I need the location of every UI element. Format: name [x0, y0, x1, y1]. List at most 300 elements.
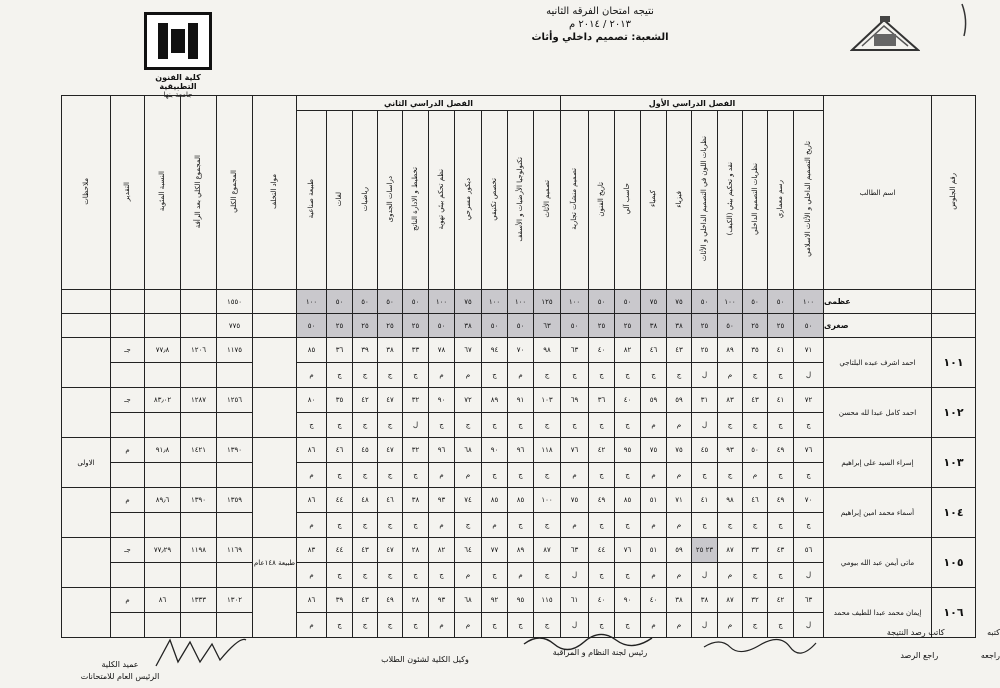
total-header-text: المجموع الكلي [230, 170, 238, 213]
mark-cell-text: ٦٤ [464, 546, 472, 554]
mark-cell-text: ٤٨ [361, 496, 369, 504]
mark-cell-text: ٤٥ [700, 446, 709, 454]
grade-letter-cell-text: م [727, 371, 733, 379]
grade-letter-cell [482, 463, 508, 488]
mark-cell [667, 338, 692, 363]
mark-cell-text: ٣٨ [386, 346, 394, 354]
mark-cell [641, 488, 667, 513]
student-name-text: احمد كامل عبدا لله محسن [838, 408, 917, 417]
max-row-mark [403, 290, 429, 314]
grade-letter-cell-text: م [727, 571, 733, 579]
grade-letter-cell-text: ج [676, 371, 682, 379]
grade-letter-cell [455, 363, 482, 388]
grade-letter-cell [667, 463, 692, 488]
grade-letter-cell [768, 563, 794, 588]
signature-dean [150, 632, 250, 676]
min-row-mark-text: ٢٥ [597, 321, 606, 330]
grade-letter-cell [378, 563, 403, 588]
grade-letter-cell-text: م [465, 371, 471, 379]
mark-cell-text: ٤٢ [361, 396, 369, 404]
max-row-empty [111, 290, 145, 314]
grade-letter-cell [768, 413, 794, 438]
grade-letter-cell [692, 513, 718, 538]
corner-mark [958, 0, 988, 40]
grade-letter-cell [455, 413, 482, 438]
max-row-total-text: ١٥٥٠ [226, 297, 243, 306]
min-row-mark-text: ٢٥ [751, 321, 759, 330]
grade-letter-cell [327, 363, 353, 388]
max-row-mark-text: ١٠٠ [514, 297, 527, 306]
mark-cell [508, 388, 534, 413]
grade-letter-cell-text: ج [387, 521, 393, 529]
raised-total-cell-text: ١١٩٨ [190, 546, 207, 554]
mark-cell-text: ٩٥ [623, 446, 632, 454]
mark-cell [768, 388, 794, 413]
grade-letter-cell-text: ج [337, 521, 342, 529]
mark-cell [353, 488, 378, 513]
min-row-mark-text: ٣٨ [464, 321, 472, 330]
percent-cell [145, 388, 181, 413]
grade-letter-cell-text: ج [465, 521, 471, 529]
mark-cell [353, 438, 378, 463]
mark-cell-text: ٨٢ [437, 546, 446, 554]
mark-cell-text: ٨٦ [307, 446, 316, 454]
mark-cell [667, 388, 692, 413]
grade-letter-cell [794, 463, 824, 488]
max-row-mark-text: ٥٠ [335, 297, 344, 306]
grade-letter-cell-text: ج [778, 571, 783, 579]
grade-letter-cell-text: ج [337, 421, 342, 429]
max-row-mark [615, 290, 641, 314]
title-line-2: ٢٠١٣ / ٢٠١٤ م [568, 19, 632, 30]
grade-letter-cell [743, 513, 768, 538]
grade-letter-cell-text: ج [572, 371, 577, 379]
mark-cell [508, 538, 534, 563]
grade-letter-cell-text: ج [778, 471, 783, 479]
mark-cell-text: ٩٠ [490, 446, 499, 454]
mark-cell [534, 338, 561, 363]
grade-letter-cell-text: ج [387, 571, 393, 579]
grade-letter-cell [403, 513, 429, 538]
mark-cell-text: ٣٣ [411, 346, 420, 354]
max-row-mark-text: ٥٠ [597, 297, 606, 306]
mark-cell-text: ٣٨ [411, 496, 420, 504]
grade-letter-cell-text: ج [492, 421, 497, 429]
grade-letter-cell [482, 363, 508, 388]
min-row-mark [615, 314, 641, 338]
grade-cell [111, 338, 145, 363]
grade-letter-cell [403, 413, 429, 438]
grade-letter-cell-text: ج [544, 521, 550, 529]
mark-cell [534, 438, 561, 463]
percent-cell [145, 538, 181, 563]
mark-cell-text: ٧٢ [804, 396, 813, 404]
grade-letter-cell-text: ج [778, 621, 783, 629]
mark-cell-text: ٣٨ [675, 596, 683, 604]
carry-cell [253, 588, 297, 638]
empty-cell [145, 463, 181, 488]
mark-cell-text: ٣٢ [751, 596, 759, 604]
grade-letter-cell [667, 363, 692, 388]
grade-letter-cell-text: ل [701, 421, 708, 429]
max-row-mark [589, 290, 615, 314]
grade-letter-cell-text: ج [544, 571, 550, 579]
total-cell-text: ١١٧٥ [226, 346, 243, 354]
grade-letter-cell-text: ج [778, 421, 783, 429]
max-row-seat [932, 290, 976, 314]
min-row-mark [429, 314, 455, 338]
mark-cell-text: ٤٦ [649, 346, 658, 354]
total-header [217, 96, 253, 290]
grade-letter-cell [378, 513, 403, 538]
grade-letter-cell [615, 513, 641, 538]
grade-cell-text: م [125, 496, 130, 504]
grade-letter-cell [508, 413, 534, 438]
subject-header [641, 111, 667, 290]
total-cell-text: ١٣٠٢ [226, 596, 243, 604]
mark-cell [327, 438, 353, 463]
grade-header [111, 96, 145, 290]
mark-cell-text: ٣٥ [751, 346, 759, 354]
grade-letter-cell [768, 363, 794, 388]
mark-cell [429, 438, 455, 463]
mark-cell-text: ٣٦ [335, 346, 344, 354]
mark-cell [641, 388, 667, 413]
max-row-mark-text: ٥٠ [411, 297, 420, 306]
grade-cell [111, 538, 145, 563]
percent-cell-text: ٨٩٫٦ [155, 496, 170, 504]
grade-letter-cell [482, 513, 508, 538]
mark-cell-text: ٤٣ [751, 396, 759, 404]
grade-cell [111, 488, 145, 513]
empty-cell [181, 513, 217, 538]
grade-letter-cell-text: ج [727, 421, 733, 429]
subject-header-text: طبيعة صناعية [307, 179, 315, 219]
percent-cell-text: ٨٦ [158, 596, 167, 604]
grade-letter-cell-text: م [439, 521, 444, 529]
mark-cell [641, 588, 667, 613]
grade-letter-cell-text: ج [492, 571, 497, 579]
mark-cell-text: ٣٢ [411, 446, 420, 454]
mark-cell-text: ٤٦ [751, 496, 759, 504]
results-table [61, 95, 976, 638]
notes-cell [62, 538, 111, 588]
mark-cell-text: ٤٢ [597, 446, 606, 454]
title-line-3: الشعبة: تصميم داخلي وأثاث [531, 32, 669, 43]
mark-cell-text: ٤٣ [361, 596, 369, 604]
mark-cell [561, 438, 589, 463]
mark-cell-text: ٩٨ [543, 346, 551, 354]
mark-cell [429, 538, 455, 563]
mark-cell-text: ٤٤ [335, 546, 344, 554]
mark-cell [353, 538, 378, 563]
mark-cell-text: ٨٦ [307, 596, 316, 604]
seat-number-text: ١٠٦ [943, 606, 964, 619]
grade-cell-text: جـ [124, 546, 131, 554]
total-raised-header-text: المجموع الكلي بعد الرأفة [194, 154, 202, 229]
mark-cell-text: ٤٣ [776, 546, 785, 554]
mark-cell-text: ٤٠ [649, 596, 658, 604]
grade-letter-cell-text: ج [778, 371, 783, 379]
grade-letter-cell-text: م [439, 621, 444, 629]
carry-cell-text: طبيعة ١٤٨عام [253, 558, 296, 567]
mark-cell [297, 488, 327, 513]
mark-cell [508, 438, 534, 463]
mark-cell [589, 338, 615, 363]
subject-header-text: تصميم الأثاث [542, 180, 551, 218]
grade-letter-cell [561, 513, 589, 538]
mark-cell [327, 488, 353, 513]
semester-2-header [297, 96, 561, 111]
grade-letter-cell-text: م [465, 571, 471, 579]
min-row-mark-text: ٥٠ [437, 321, 446, 330]
percent-cell-text: ٧٧٫٨ [155, 346, 170, 354]
grade-letter-cell [429, 363, 455, 388]
grade-letter-cell [615, 413, 641, 438]
mark-cell [589, 588, 615, 613]
grade-letter-cell [429, 513, 455, 538]
mark-cell-text: ٩١ [516, 396, 525, 404]
total-cell [217, 538, 253, 563]
mark-cell-text: ٩٠ [437, 396, 446, 404]
grade-letter-cell [353, 563, 378, 588]
min-row-mark [692, 314, 718, 338]
max-row-mark-text: ٥٠ [386, 297, 394, 306]
grade-letter-cell-text: م [676, 621, 682, 629]
semester-1-header [561, 96, 824, 111]
grade-letter-cell-text: م [752, 471, 758, 479]
grade-letter-cell [743, 363, 768, 388]
grade-letter-cell [615, 363, 641, 388]
seat-number [932, 488, 976, 538]
grade-letter-cell-text: ج [599, 571, 604, 579]
mark-cell [561, 488, 589, 513]
grade-letter-cell-text: ج [625, 471, 630, 479]
mark-cell-text: ٥٦ [804, 546, 813, 554]
mark-cell [403, 338, 429, 363]
mark-cell [589, 438, 615, 463]
subject-header [589, 111, 615, 290]
grade-letter-cell [589, 563, 615, 588]
seat-number [932, 438, 976, 488]
grade-letter-cell [692, 363, 718, 388]
faculty-name: كلية الفنون التطبيقية [155, 73, 201, 91]
subject-header-text: فيزياء [674, 190, 683, 208]
mark-cell-text: ٣٢ [411, 396, 420, 404]
max-row-mark-text: ١٠٠ [724, 297, 736, 306]
mark-cell [768, 588, 794, 613]
grade-letter-cell-text: م [572, 521, 577, 529]
mark-cell [794, 588, 824, 613]
mark-cell [667, 538, 692, 563]
grade-letter-cell-text: ج [337, 621, 342, 629]
empty-cell [145, 513, 181, 538]
grade-letter-cell-text: ج [492, 371, 497, 379]
mark-cell-text: ٣٦ [597, 396, 606, 404]
grade-letter-cell-text: ج [413, 621, 418, 629]
grade-letter-cell-text: ج [625, 521, 630, 529]
grade-letter-cell [794, 513, 824, 538]
grade-letter-cell [589, 413, 615, 438]
mark-cell [508, 338, 534, 363]
max-row-mark [534, 290, 561, 314]
grade-letter-cell [403, 563, 429, 588]
grade-letter-cell [718, 563, 743, 588]
subject-header [534, 111, 561, 290]
mark-cell [641, 338, 667, 363]
notes-cell-text: الاولى [77, 458, 95, 467]
mark-cell [615, 538, 641, 563]
subject-header [297, 111, 327, 290]
max-row-mark-text: ٥٠ [623, 297, 632, 306]
subject-header [353, 111, 378, 290]
grade-letter-cell [667, 563, 692, 588]
grade-letter-cell [327, 413, 353, 438]
raised-total-cell-text: ١٤٢١ [190, 446, 207, 454]
max-row-mark [794, 290, 824, 314]
mark-cell [534, 488, 561, 513]
result-writer-label: كاتب رصد النتيجة [886, 628, 945, 637]
percent-cell [145, 488, 181, 513]
mark-cell [692, 388, 718, 413]
title-line-1: نتيجه امتحان الفرقه الثانيه [546, 6, 654, 17]
subject-header-text: لغات [335, 191, 343, 207]
raised-total-cell-text: ١٣٩٠ [190, 496, 207, 504]
mark-cell [692, 438, 718, 463]
max-row-mark-text: ٧٥ [464, 297, 472, 306]
min-row-mark-text: ٣٨ [675, 321, 683, 330]
max-row-empty [181, 290, 217, 314]
mark-cell-text: ٦٣ [570, 346, 579, 354]
mark-cell [561, 538, 589, 563]
mark-cell [561, 588, 589, 613]
student-name [824, 438, 932, 488]
raised-total-cell-text: ١٣٣٣ [190, 596, 207, 604]
mark-cell [615, 438, 641, 463]
min-row-carry [253, 314, 297, 338]
percent-cell [145, 588, 181, 613]
mark-cell [561, 388, 589, 413]
subject-header-text: تاريخ التصميم الداخلي و الأثاث الاسلامي [804, 141, 812, 257]
mark-cell-text: ١١٥ [541, 596, 553, 604]
mark-cell-text: ٥١ [649, 546, 658, 554]
grade-letter-cell-text: ج [752, 371, 758, 379]
mark-cell-text: ٧٥ [675, 446, 683, 454]
student-name-text: ماتى أيمن عبد الله بيومي [840, 558, 915, 567]
mark-cell-text: ٨٩ [490, 396, 499, 404]
dean-label: عميد الكلية [101, 660, 139, 669]
grade-letter-cell [692, 563, 718, 588]
grade-letter-cell-text: م [651, 471, 656, 479]
grade-letter-cell-text: ل [805, 621, 812, 629]
max-row-mark [508, 290, 534, 314]
max-row-label [824, 290, 932, 314]
seat-number [932, 338, 976, 388]
mark-cell-text: ٣١ [700, 396, 709, 404]
mark-cell [508, 588, 534, 613]
grade-letter-cell-text: م [651, 621, 656, 629]
min-row-mark [455, 314, 482, 338]
mark-cell-text: ٨٥ [516, 496, 525, 504]
mark-cell [403, 488, 429, 513]
grade-letter-cell-text: ج [752, 521, 758, 529]
grade-letter-cell-text: ل [571, 621, 578, 629]
mark-cell-text: ٩٦ [437, 446, 446, 454]
mark-cell-text: ٩٣ [726, 446, 734, 454]
empty-cell [111, 413, 145, 438]
max-row-mark-text: ١٠٠ [802, 297, 815, 306]
mark-cell-text: ٤٥ [361, 446, 369, 454]
grade-letter-cell [508, 463, 534, 488]
seat-header-text: رقم الجلوس [949, 173, 957, 210]
grade-letter-cell-text: ج [599, 471, 604, 479]
mark-cell-text: ٢٨ [411, 546, 420, 554]
grade-letter-cell-text: ج [362, 521, 368, 529]
max-row-mark-text: ٥٠ [751, 297, 759, 306]
max-row-total [217, 290, 253, 314]
grade-letter-cell-text: ج [599, 521, 604, 529]
empty-cell [217, 363, 253, 388]
mark-cell [692, 588, 718, 613]
mark-cell-text: ٤٠ [623, 396, 632, 404]
mark-cell [455, 538, 482, 563]
max-row-mark [561, 290, 589, 314]
mark-cell [615, 488, 641, 513]
mark-cell [718, 538, 743, 563]
min-row-empty [62, 314, 111, 338]
university-emblem [850, 12, 920, 52]
mark-cell-text: ٨٣ [726, 396, 734, 404]
raised-total-cell [181, 388, 217, 413]
raised-total-cell [181, 438, 217, 463]
mark-cell [455, 388, 482, 413]
grade-letter-cell-text: ج [599, 371, 604, 379]
mark-cell [429, 588, 455, 613]
max-row-mark [429, 290, 455, 314]
mark-cell-text: ٥٩ [675, 546, 683, 554]
mark-cell [327, 588, 353, 613]
mark-cell [589, 388, 615, 413]
min-row-empty [145, 314, 181, 338]
grade-letter-cell-text: م [465, 471, 471, 479]
subject-header [561, 111, 589, 290]
grade-letter-cell-text: ج [544, 421, 550, 429]
max-row-mark [297, 290, 327, 314]
empty-cell [217, 513, 253, 538]
notes-header [62, 96, 111, 290]
grade-letter-cell-text: ج [727, 521, 733, 529]
empty-cell [111, 613, 145, 638]
grade-letter-cell [534, 363, 561, 388]
grade-letter-cell-text: ل [805, 571, 812, 579]
min-row-mark [718, 314, 743, 338]
grade-letter-cell [353, 413, 378, 438]
mark-cell [743, 388, 768, 413]
mark-cell-text: ١١٨ [541, 446, 553, 454]
max-row-mark [667, 290, 692, 314]
grade-letter-cell-text: ج [439, 571, 444, 579]
raised-total-cell [181, 338, 217, 363]
grade-letter-cell-text: ج [518, 421, 523, 429]
grade-cell [111, 388, 145, 413]
percent-cell [145, 338, 181, 363]
mark-cell [794, 488, 824, 513]
min-row-total-text: ٧٧٥ [228, 321, 241, 330]
grade-letter-cell [641, 563, 667, 588]
grade-letter-cell-text: م [309, 471, 314, 479]
grade-letter-cell-text: ج [625, 621, 630, 629]
empty-cell [145, 563, 181, 588]
